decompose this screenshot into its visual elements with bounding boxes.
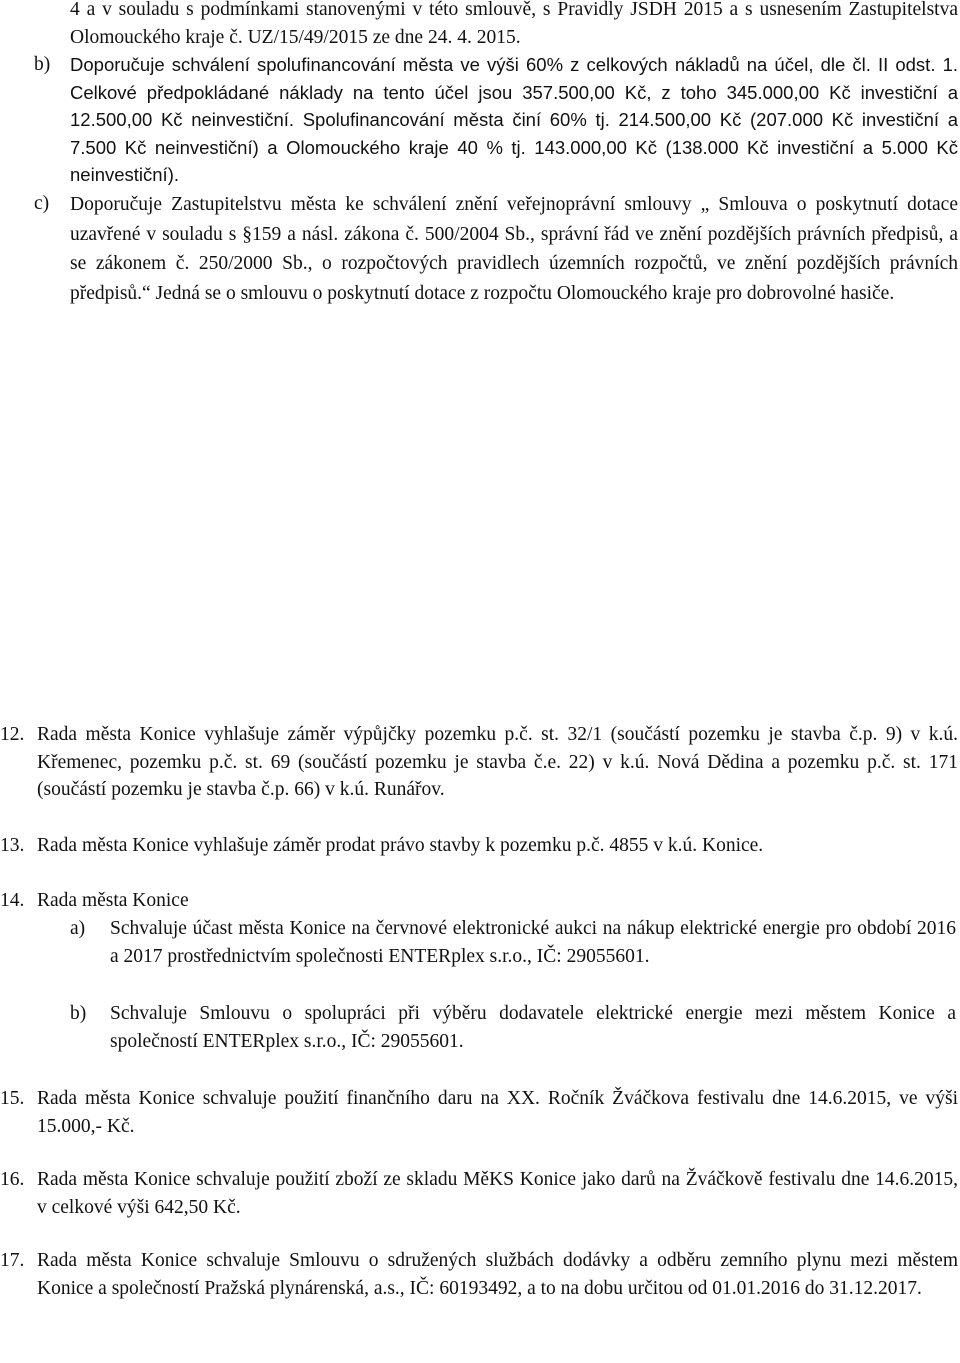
item11-point-b-text: Doporučuje schválení spolufinancování města ve výši 60% z celkových nákladů na účel, dle čl. II odst. 1. Celkové předpokládané náklady na tento účel jsou 357.500,00 Kč, z toho 345.000,00 Kč investiční a 12.500,00 Kč neinvestiční. Spolufinancování města činí 60% tj. 214.500,00 Kč (207.000 Kč investiční a 7.500 Kč neinvestiční) a Olomouckého kraje 40 % tj. 143.000,00 Kč (138.000 Kč investiční a 5.000 Kč neinvestiční). <box>70 54 958 185</box>
point-label: a) <box>70 918 86 939</box>
item-text: Rada města Konice vyhlašuje záměr výpůjčky pozemku p.č. st. 32/1 (součástí pozemku je stavba č.p. 9) v k.ú. Křemenec, pozemku p.č. st. 69 (součástí pozemku je stavba č.e. 22) v k.ú. Nová Dědina a pozemku p.č. st. 171 (součástí pozemku je stavba č.p. 66) v k.ú. Runářov. <box>37 724 958 800</box>
item-text: Rada města Konice <box>37 890 189 911</box>
point-label: b) <box>34 54 51 75</box>
item-text: Rada města Konice schvaluje použití finančního daru na XX. Ročník Žváčkova festivalu dne 14.6.2015, ve výši 15.000,- Kč. <box>37 1088 958 1137</box>
item-number: 14. <box>0 890 25 911</box>
item-number: 15. <box>0 1088 25 1109</box>
point-text: Schvaluje účast města Konice na červnové elektronické aukci na nákup elektrické energie pro období 2016 a 2017 prostřednictvím společnosti ENTERplex s.r.o., IČ: 29055601. <box>110 918 956 967</box>
point-label: c) <box>34 193 50 214</box>
item-number: 13. <box>0 835 25 856</box>
item11-point-c-text: Doporučuje Zastupitelstvu města ke schválení znění veřejnoprávní smlouvy „ Smlouva o poskytnutí dotace uzavřené v souladu s §159 a násl. zákona č. 500/2004 Sb., správní řád ve znění pozdějších právních předpisů, a se zákonem č. 250/2000 Sb., o rozpočtových pravidlech územních rozpočtů, ve znění pozdějších právních předpisů.“ Jedná se o smlouvu o poskytnutí dotace z rozpočtu Olomouckého kraje pro dobrovolné hasiče. <box>70 194 958 304</box>
item-text: Rada města Konice schvaluje Smlouvu o sdružených službách dodávky a odběru zemního plynu mezi městem Konice a společností Pražská plynárenská, a.s., IČ: 60193492, a to na dobu určitou od 01.01.2016 do 31.12.2017. <box>37 1250 958 1299</box>
point-label: b) <box>70 1003 87 1024</box>
item11-continuation-text: 4 a v souladu s podmínkami stanovenými v této smlouvě, s Pravidly JSDH 2015 a s usnesením Zastupitelstva Olomouckého kraje č. UZ/15/49/2015 ze dne 24. 4. 2015. <box>70 0 958 48</box>
point-text: Schvaluje Smlouvu o spolupráci při výběru dodavatele elektrické energie mezi městem Konice a společností ENTERplex s.r.o., IČ: 29055601. <box>110 1003 956 1052</box>
item-number: 16. <box>0 1169 25 1190</box>
item-text: Rada města Konice schvaluje použití zboží ze skladu MěKS Konice jako darů na Žváčkově festivalu dne 14.6.2015, v celkové výši 642,50 Kč. <box>37 1169 958 1218</box>
item-text: Rada města Konice vyhlašuje záměr prodat právo stavby k pozemku p.č. 4855 v k.ú. Konice. <box>37 835 764 856</box>
item-number: 12. <box>0 724 25 745</box>
item-number: 17. <box>0 1250 25 1271</box>
